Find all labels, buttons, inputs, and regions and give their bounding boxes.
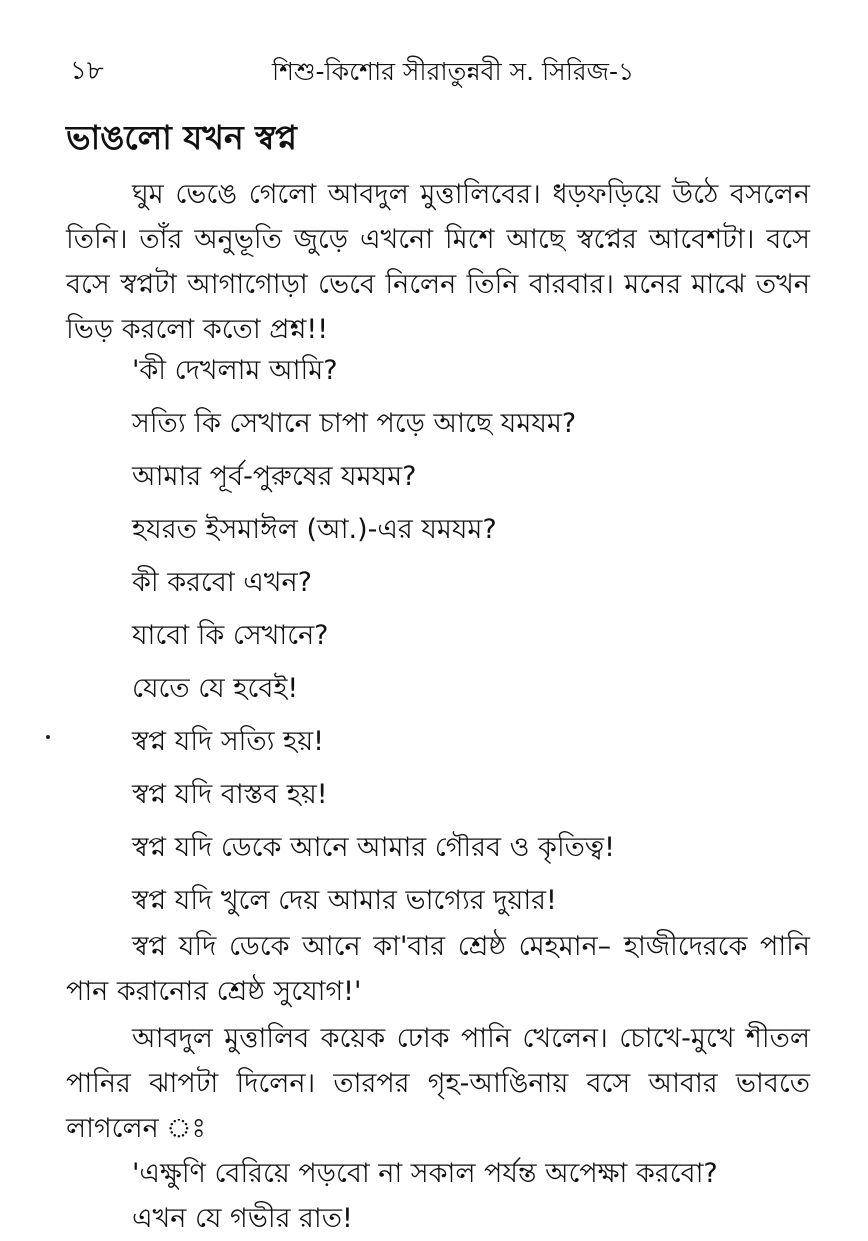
closing-line-1: 'এক্ষুণি বেরিয়ে পড়বো না সকাল পর্যন্ত অপেক্ষা করবো? [132,1158,718,1189]
chapter-heading: ভাঙলো যখন স্বপ্ন [66,118,297,157]
line-7: যেতে যে হবেই! [132,673,299,704]
print-speck [46,735,50,739]
closing-line-2: এখন যে গভীর রাত! [132,1203,353,1234]
line-6: যাবো কি সেখানে? [132,620,329,651]
running-title: শিশু-কিশোর সীরাতুন্নবী স. সিরিজ-১ [272,57,635,86]
page-number: ১৮ [70,56,104,86]
line-9: স্বপ্ন যদি বাস্তব হয়! [132,779,328,810]
paragraph-3: আবদুল মুত্তালিব কয়েক ঢোক পানি খেলেন। চোখে-মুখে শীতল পানির ঝাপটা দিলেন। তারপর গৃহ-আঙিনায় বসে আবার ভাবতে লাগলেন ঃ [66,1023,810,1144]
line-3: আমার পূর্ব-পুরুষের যমযম? [132,461,417,492]
line-11: স্বপ্ন যদি খুলে দেয় আমার ভাগ্যের দুয়ার! [132,885,557,916]
line-2: সত্যি কি সেখানে চাপা পড়ে আছে যমযম? [132,408,577,439]
paragraph-1: ঘুম ভেঙে গেলো আবদুল মুত্তালিবের। ধড়ফড়িয়ে উঠে বসলেন তিনি। তাঁর অনুভূতি জুড়ে এখনো মিশে আছে স্বপ্নের আবেশটা। বসে বসে স্বপ্নটা আগাগোড়া ভেবে নিলেন তিনি বারবার। মনের মাঝে তখন ভিড় করলো কতো প্রশ্ন!! [66,179,810,345]
line-1: 'কী দেখলাম আমি? [132,355,338,386]
line-5: কী করবো এখন? [132,567,312,598]
line-4: হযরত ইসমাঈল (আ.)-এর যমযম? [132,514,497,545]
paragraph-2: স্বপ্ন যদি ডেকে আনে কা'বার শ্রেষ্ঠ মেহমান– হাজীদেরকে পানি পান করানোর শ্রেষ্ঠ সুযোগ!' [66,931,810,1007]
line-8: স্বপ্ন যদি সত্যি হয়! [132,726,324,757]
line-10: স্বপ্ন যদি ডেকে আনে আমার গৌরব ও কৃতিত্ব! [132,832,615,863]
